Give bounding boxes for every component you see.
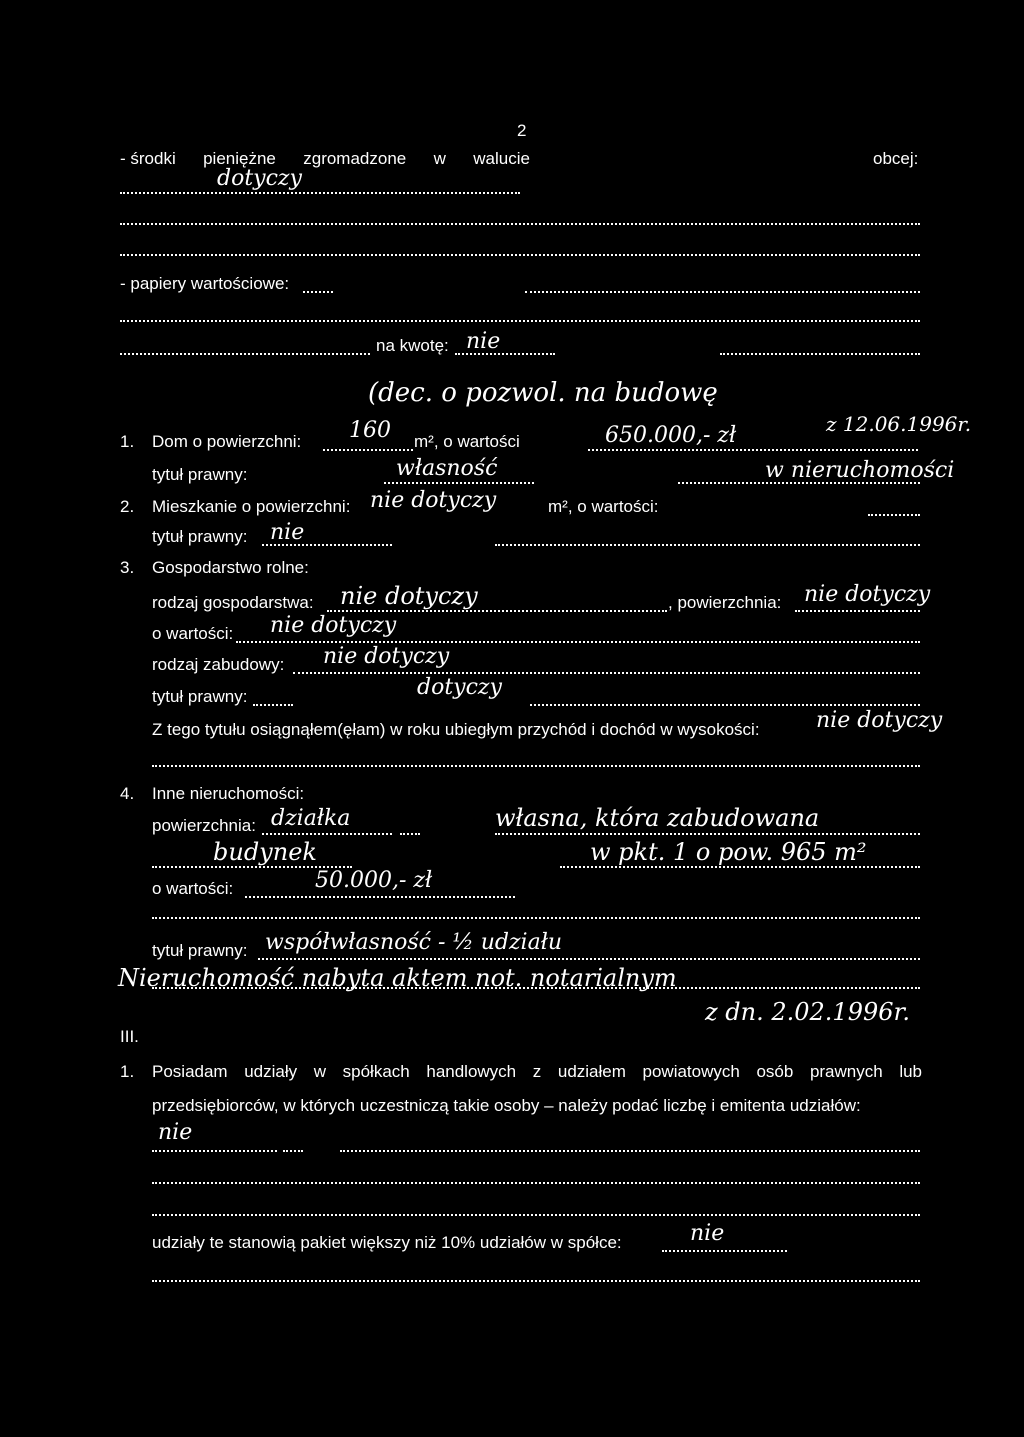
dotted-line xyxy=(662,1250,787,1252)
word: w xyxy=(313,1062,327,1081)
flat-area: nie dotyczy xyxy=(370,488,497,513)
dotted-line xyxy=(152,765,920,767)
dotted-line xyxy=(120,320,920,322)
dotted-line xyxy=(560,866,920,868)
word: handlowych xyxy=(426,1062,517,1081)
dotted-line xyxy=(152,1280,920,1282)
farm-income-value: nie dotyczy xyxy=(816,708,943,733)
dotted-line xyxy=(400,833,420,835)
dotted-line xyxy=(323,449,413,451)
farm-num: 3. xyxy=(120,558,135,577)
dotted-line xyxy=(236,641,920,643)
flat-title-value: nie xyxy=(270,520,305,545)
dotted-line xyxy=(495,833,920,835)
flat-num: 2. xyxy=(120,497,135,516)
word: walucie xyxy=(473,149,530,168)
word: zgromadzone xyxy=(303,149,407,168)
other-value-label: o wartości: xyxy=(152,879,234,898)
dotted-line xyxy=(262,833,392,835)
pakiet-label: udziały te stanowią pakiet większy niż 10% udziałów w spółce: xyxy=(152,1233,622,1252)
section3-line2: przedsiębiorców, w których uczestniczą takie osoby – należy podać liczbę i emitenta udziałów: xyxy=(152,1096,861,1115)
house-num: 1. xyxy=(120,432,135,451)
shares-value: nie xyxy=(158,1120,193,1145)
other-num: 4. xyxy=(120,784,135,803)
farm-type-value: nie dotyczy xyxy=(340,582,478,610)
farm-title-label: tytuł prawny: xyxy=(152,687,248,706)
house-title-label: tytuł prawny: xyxy=(152,465,248,484)
farm-value-value: nie dotyczy xyxy=(270,613,397,638)
house-title-note: w nieruchomości xyxy=(765,458,955,483)
section3-line1 xyxy=(152,1063,922,1080)
dotted-line xyxy=(152,987,920,989)
page-number: 2 xyxy=(517,121,527,140)
other-desc3: w pkt. 1 o pow. 965 m² xyxy=(590,838,867,866)
dotted-line xyxy=(384,482,534,484)
dotted-line xyxy=(152,1214,920,1216)
farm-title-value: dotyczy xyxy=(417,675,502,700)
word: osób xyxy=(756,1062,794,1081)
word: prawnych xyxy=(809,1062,883,1081)
cash-foreign-label xyxy=(120,150,530,167)
dotted-line xyxy=(120,254,920,256)
dotted-line xyxy=(152,1182,920,1184)
house-title-value: własność xyxy=(396,456,498,481)
securities-label: - papiery wartościowe: xyxy=(120,274,290,293)
word: w xyxy=(433,149,446,168)
dotted-line xyxy=(120,192,520,194)
dotted-line xyxy=(530,704,920,706)
dotted-line xyxy=(283,1150,303,1152)
section-roman: III. xyxy=(120,1027,139,1046)
other-area-label: powierzchnia: xyxy=(152,816,256,835)
word: Posiadam xyxy=(152,1062,228,1081)
other-title-line2: Nieruchomość nabyta aktem not. notarialnym xyxy=(118,964,677,992)
word: udziały xyxy=(244,1062,298,1081)
farm-buildings-label: rodzaj zabudowy: xyxy=(152,655,285,674)
farm-type-label: rodzaj gospodarstwa: xyxy=(152,593,314,612)
other-title-line3: z dn. 2.02.1996r. xyxy=(705,998,910,1026)
dotted-line xyxy=(588,449,918,451)
dotted-line xyxy=(720,353,920,355)
dotted-line xyxy=(152,917,920,919)
word: - środki xyxy=(120,149,176,168)
word: powiatowych xyxy=(642,1062,740,1081)
farm-value-label: o wartości: xyxy=(152,624,234,643)
other-area-value: działka xyxy=(271,806,351,831)
house-note: (dec. o pozwol. na budowę xyxy=(368,378,718,408)
word: udziałem xyxy=(557,1062,626,1081)
dotted-line xyxy=(258,958,920,960)
farm-area-label: , powierzchnia: xyxy=(668,593,782,612)
farm-label: Gospodarstwo rolne: xyxy=(152,558,309,577)
dotted-line xyxy=(327,610,667,612)
dotted-line xyxy=(293,672,920,674)
dotted-line xyxy=(152,1150,277,1152)
house-label: Dom o powierzchni: xyxy=(152,432,302,451)
dotted-line xyxy=(303,291,333,293)
word: z xyxy=(532,1062,542,1081)
other-label: Inne nieruchomości: xyxy=(152,784,305,803)
securities-amount-label: na kwotę: xyxy=(376,336,449,355)
flat-label: Mieszkanie o powierzchni: xyxy=(152,497,351,516)
dotted-line xyxy=(495,544,920,546)
pakiet-value: nie xyxy=(690,1221,725,1246)
dotted-line xyxy=(340,1150,920,1152)
dotted-line xyxy=(253,704,293,706)
farm-buildings-value: nie dotyczy xyxy=(323,644,450,669)
house-area: 160 xyxy=(349,418,391,443)
dotted-line xyxy=(525,291,920,293)
dotted-line xyxy=(868,514,920,516)
house-unit-label: m², o wartości xyxy=(414,432,520,451)
flat-unit-label: m², o wartości: xyxy=(548,497,659,516)
other-desc1: własna, która zabudowana xyxy=(495,804,820,832)
house-note-date: z 12.06.1996r. xyxy=(826,412,972,436)
house-value: 650.000,- zł xyxy=(605,423,737,448)
farm-area-value: nie dotyczy xyxy=(804,582,931,607)
farm-income-label: Z tego tytułu osiągnąłem(ęłam) w roku ubiegłym przychód i dochód w wysokości: xyxy=(152,720,760,739)
other-title-value: współwłasność - ½ udziału xyxy=(265,930,563,955)
word: spółkach xyxy=(342,1062,410,1081)
dotted-line xyxy=(120,353,370,355)
other-value-value: 50.000,- zł xyxy=(315,868,433,893)
section3-num: 1. xyxy=(120,1062,135,1081)
word: lub xyxy=(899,1062,922,1081)
cash-foreign-value: dotyczy xyxy=(217,166,302,191)
dotted-line xyxy=(245,896,515,898)
flat-title-label: tytuł prawny: xyxy=(152,527,248,546)
dotted-line xyxy=(120,223,920,225)
other-title-label: tytuł prawny: xyxy=(152,941,248,960)
securities-amount-value: nie xyxy=(466,329,501,354)
other-desc2: budynek xyxy=(213,838,317,866)
word: pieniężne xyxy=(203,149,276,168)
cash-foreign-label-end: obcej: xyxy=(873,149,919,168)
dotted-line xyxy=(795,610,920,612)
